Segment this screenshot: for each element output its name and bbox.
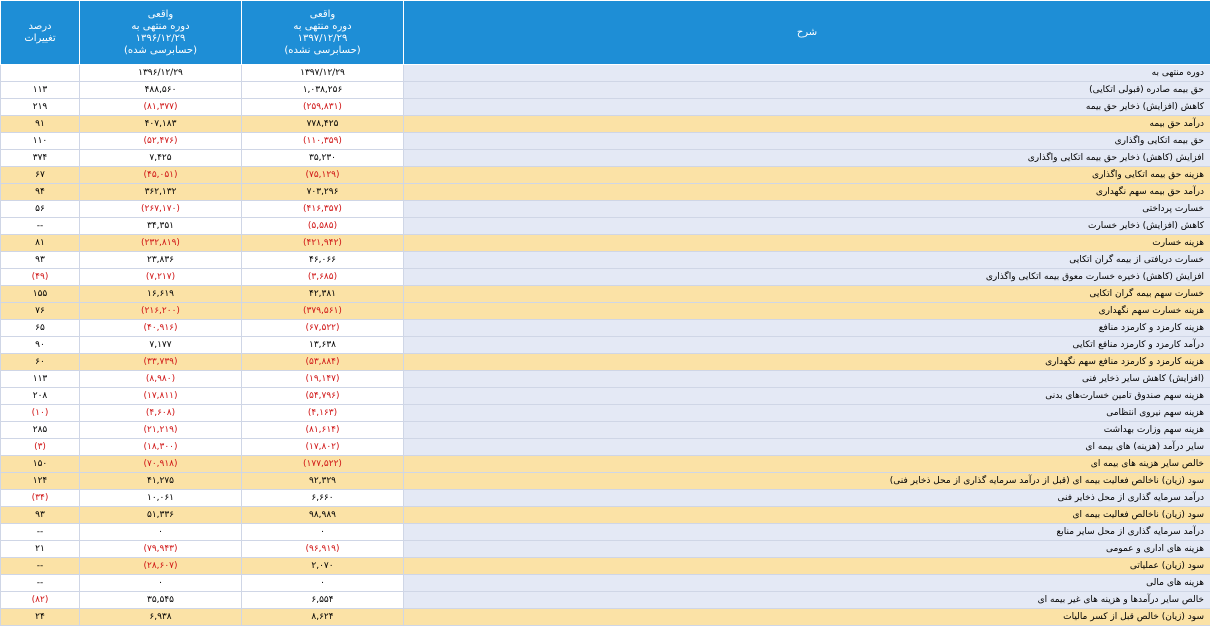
table-row: [1, 524, 1210, 541]
cell-value-1397: (۴,۱۶۳): [242, 405, 404, 422]
cell-value-1396: (۲۶۷,۱۷۰): [80, 201, 242, 218]
table-row: [1, 439, 1210, 456]
cell-description: کاهش (افزایش) ذخایر حق بیمه: [404, 99, 1210, 116]
cell-description: خسارت سهم بیمه گران اتکایی: [404, 286, 1210, 303]
cell-value-1397: (۴۱۶,۳۵۷): [242, 201, 404, 218]
cell-value-1397: ۹۲,۳۲۹: [242, 473, 404, 490]
cell-description: حق بیمه صادره (قبولی اتکایی): [404, 82, 1210, 99]
cell-value-1396: ۲۳,۸۳۶: [80, 252, 242, 269]
cell-description: هزینه سهم وزارت بهداشت: [404, 422, 1210, 439]
cell-value-1396: (۱۸,۳۰۰): [80, 439, 242, 456]
table-row: [1, 303, 1210, 320]
table-row: [1, 541, 1210, 558]
cell-percent-change: --: [1, 558, 80, 575]
cell-value-1397: (۳۷۹,۵۶۱): [242, 303, 404, 320]
cell-value-1397: (۸۱,۶۱۴): [242, 422, 404, 439]
cell-description: سود (زیان) ناخالص فعالیت بیمه ای: [404, 507, 1210, 524]
cell-value-1397: ۸,۶۲۴: [242, 609, 404, 626]
cell-value-1396: ۳۵,۵۴۵: [80, 592, 242, 609]
cell-percent-change: ۹۴: [1, 184, 80, 201]
cell-percent-change: ۶۰: [1, 354, 80, 371]
table-row: [1, 235, 1210, 252]
header-percent-change: درصد تغییرات: [1, 1, 80, 65]
cell-value-1397: ۷۰۳,۲۹۶: [242, 184, 404, 201]
header-period-1396: واقعی دوره منتهی به ۱۳۹۶/۱۲/۲۹ (حسابرسی شده): [80, 1, 242, 65]
cell-value-1396: (۸۱,۳۷۷): [80, 99, 242, 116]
cell-description: خسارت پرداختی: [404, 201, 1210, 218]
table-row: [1, 456, 1210, 473]
cell-value-1396: ۱۶,۶۱۹: [80, 286, 242, 303]
cell-description: هزینه سهم نیروی انتظامی: [404, 405, 1210, 422]
cell-value-1397: (۷۵,۱۲۹): [242, 167, 404, 184]
table-row: [1, 405, 1210, 422]
cell-value-1396: (۴,۶۰۸): [80, 405, 242, 422]
cell-value-1396: (۷۰,۹۱۸): [80, 456, 242, 473]
table-row: [1, 473, 1210, 490]
cell-percent-change: ۷۶: [1, 303, 80, 320]
cell-value-1397: ۰: [242, 524, 404, 541]
cell-description: سود (زیان) ناخالص فعالیت بیمه ای (قبل از درآمد سرمایه گذاری از محل ذخایر فنی): [404, 473, 1210, 490]
cell-value-1396: ۷,۴۲۵: [80, 150, 242, 167]
table-row: [1, 65, 1210, 82]
cell-description: خسارت دریافتی از بیمه گران اتکایی: [404, 252, 1210, 269]
cell-value-1396: ۳۴,۳۵۱: [80, 218, 242, 235]
cell-value-1397: (۴۲۱,۹۴۲): [242, 235, 404, 252]
table-row: [1, 320, 1210, 337]
cell-description: خالص سایر درآمدها و هزینه های غیر بیمه ای: [404, 592, 1210, 609]
cell-percent-change: ۵۶: [1, 201, 80, 218]
table-row: [1, 252, 1210, 269]
cell-value-1397: (۱۷,۸۰۲): [242, 439, 404, 456]
cell-value-1397: ۶,۵۵۴: [242, 592, 404, 609]
table-row: [1, 558, 1210, 575]
cell-description: هزینه خسارت: [404, 235, 1210, 252]
cell-value-1397: (۱۹,۱۴۷): [242, 371, 404, 388]
cell-description: هزینه های مالی: [404, 575, 1210, 592]
table-row: [1, 218, 1210, 235]
cell-value-1397: (۵۳,۸۸۴): [242, 354, 404, 371]
cell-value-1396: ۵۱,۳۳۶: [80, 507, 242, 524]
cell-value-1397: (۱۷۷,۵۲۲): [242, 456, 404, 473]
cell-percent-change: --: [1, 218, 80, 235]
cell-value-1397: ۴۲,۳۸۱: [242, 286, 404, 303]
cell-value-1397: (۵۴,۷۹۶): [242, 388, 404, 405]
cell-percent-change: ۱۵۵: [1, 286, 80, 303]
cell-description: سایر درآمد (هزینه) های بیمه ای: [404, 439, 1210, 456]
cell-value-1397: (۶۷,۵۲۲): [242, 320, 404, 337]
table-row: [1, 82, 1210, 99]
cell-percent-change: ۱۵۰: [1, 456, 80, 473]
cell-value-1396: (۲۱,۲۱۹): [80, 422, 242, 439]
cell-value-1396: ۴۸۸,۵۶۰: [80, 82, 242, 99]
cell-percent-change: ۱۱۰: [1, 133, 80, 150]
cell-percent-change: ۶۵: [1, 320, 80, 337]
cell-description: خالص سایر هزینه های بیمه ای: [404, 456, 1210, 473]
cell-value-1397: (۱۱۰,۳۵۹): [242, 133, 404, 150]
cell-value-1397: ۱۳۹۷/۱۲/۲۹: [242, 65, 404, 82]
cell-value-1396: (۴۰,۹۱۶): [80, 320, 242, 337]
cell-percent-change: ۲۸۵: [1, 422, 80, 439]
cell-value-1397: ۹۸,۹۸۹: [242, 507, 404, 524]
cell-percent-change: (۸۲): [1, 592, 80, 609]
cell-value-1396: ۱۰,۰۶۱: [80, 490, 242, 507]
cell-value-1397: ۳۵,۲۳۰: [242, 150, 404, 167]
cell-value-1396: (۱۷,۸۱۱): [80, 388, 242, 405]
table-row: [1, 201, 1210, 218]
cell-value-1396: (۷۹,۹۴۳): [80, 541, 242, 558]
cell-value-1396: ۴۱,۲۷۵: [80, 473, 242, 490]
cell-percent-change: ۳۷۴: [1, 150, 80, 167]
cell-value-1397: (۳,۶۸۵): [242, 269, 404, 286]
cell-percent-change: --: [1, 575, 80, 592]
cell-value-1397: ۷۷۸,۴۲۵: [242, 116, 404, 133]
cell-percent-change: ۱۱۳: [1, 371, 80, 388]
table-row: [1, 422, 1210, 439]
table-row: [1, 388, 1210, 405]
cell-percent-change: [1, 65, 80, 82]
cell-percent-change: (۳): [1, 439, 80, 456]
cell-percent-change: ۲۱۹: [1, 99, 80, 116]
cell-percent-change: ۹۳: [1, 252, 80, 269]
cell-description: سود (زیان) عملیاتی: [404, 558, 1210, 575]
header-period-1397: واقعی دوره منتهی به ۱۳۹۷/۱۲/۲۹ (حسابرسی نشده): [242, 1, 404, 65]
cell-description: افزایش (کاهش) ذخیره خسارت معوق بیمه اتکایی واگذاری: [404, 269, 1210, 286]
cell-percent-change: ۱۱۳: [1, 82, 80, 99]
cell-value-1396: (۳۳,۷۳۹): [80, 354, 242, 371]
table-row: [1, 592, 1210, 609]
cell-value-1396: ۶,۹۳۸: [80, 609, 242, 626]
cell-value-1396: (۵۲,۴۷۶): [80, 133, 242, 150]
cell-description: (افزایش) کاهش سایر ذخایر فنی: [404, 371, 1210, 388]
cell-description: هزینه حق بیمه اتکایی واگذاری: [404, 167, 1210, 184]
cell-value-1396: (۲۳۲,۸۱۹): [80, 235, 242, 252]
cell-percent-change: ۹۱: [1, 116, 80, 133]
cell-value-1396: ۱۳۹۶/۱۲/۲۹: [80, 65, 242, 82]
table-row: [1, 150, 1210, 167]
table-row: [1, 133, 1210, 150]
cell-value-1396: (۷,۲۱۷): [80, 269, 242, 286]
table-row: [1, 269, 1210, 286]
cell-description: حق بیمه اتکایی واگذاری: [404, 133, 1210, 150]
table-row: [1, 371, 1210, 388]
cell-description: افزایش (کاهش) ذخایر حق بیمه اتکایی واگذاری: [404, 150, 1210, 167]
cell-value-1397: ۶,۶۶۰: [242, 490, 404, 507]
cell-description: هزینه کارمزد و کارمزد منافع: [404, 320, 1210, 337]
cell-percent-change: (۱۰): [1, 405, 80, 422]
table-row: [1, 99, 1210, 116]
table-row: [1, 184, 1210, 201]
cell-percent-change: ۲۴: [1, 609, 80, 626]
table-body: [1, 65, 1210, 626]
cell-value-1396: ۰: [80, 524, 242, 541]
cell-value-1397: (۲۵۹,۸۳۱): [242, 99, 404, 116]
table-row: [1, 337, 1210, 354]
table-row: [1, 575, 1210, 592]
cell-description: هزینه کارمزد و کارمزد منافع سهم نگهداری: [404, 354, 1210, 371]
cell-value-1397: ۲,۰۷۰: [242, 558, 404, 575]
cell-description: درآمد حق بیمه: [404, 116, 1210, 133]
table-row: [1, 286, 1210, 303]
cell-description: سود (زیان) خالص قبل از کسر مالیات: [404, 609, 1210, 626]
cell-value-1397: (۹۶,۹۱۹): [242, 541, 404, 558]
cell-description: درآمد حق بیمه سهم نگهداری: [404, 184, 1210, 201]
header-description: شرح: [404, 1, 1210, 65]
table-row: [1, 354, 1210, 371]
cell-description: هزینه خسارت سهم نگهداری: [404, 303, 1210, 320]
cell-value-1396: ۷,۱۷۷: [80, 337, 242, 354]
table-row: [1, 490, 1210, 507]
cell-value-1396: (۴۵,۰۵۱): [80, 167, 242, 184]
cell-percent-change: (۴۹): [1, 269, 80, 286]
cell-value-1396: (۸,۹۸۰): [80, 371, 242, 388]
cell-value-1397: ۴۶,۰۶۶: [242, 252, 404, 269]
cell-description: هزینه های اداری و عمومی: [404, 541, 1210, 558]
table-row: [1, 167, 1210, 184]
cell-description: درآمد سرمایه گذاری از محل ذخایر فنی: [404, 490, 1210, 507]
cell-description: کاهش (افزایش) ذخایر خسارت: [404, 218, 1210, 235]
cell-percent-change: --: [1, 524, 80, 541]
cell-value-1396: (۲۸,۶۰۷): [80, 558, 242, 575]
cell-value-1397: ۱,۰۳۸,۲۵۶: [242, 82, 404, 99]
cell-value-1397: ۱۳,۶۳۸: [242, 337, 404, 354]
cell-percent-change: ۸۱: [1, 235, 80, 252]
cell-value-1396: ۳۶۲,۱۳۲: [80, 184, 242, 201]
cell-value-1396: (۲۱۶,۲۰۰): [80, 303, 242, 320]
cell-value-1397: (۵,۵۸۵): [242, 218, 404, 235]
cell-description: دوره منتهی به: [404, 65, 1210, 82]
table-row: [1, 609, 1210, 626]
cell-value-1397: ۰: [242, 575, 404, 592]
cell-percent-change: ۹۰: [1, 337, 80, 354]
cell-description: هزینه سهم صندوق تامین خسارت‌های بدنی: [404, 388, 1210, 405]
cell-percent-change: ۱۲۴: [1, 473, 80, 490]
table-row: [1, 116, 1210, 133]
table-row: [1, 507, 1210, 524]
cell-percent-change: ۶۷: [1, 167, 80, 184]
cell-percent-change: ۹۳: [1, 507, 80, 524]
table-header-row: [1, 1, 1210, 65]
cell-percent-change: ۲۰۸: [1, 388, 80, 405]
cell-percent-change: (۳۴): [1, 490, 80, 507]
cell-description: درآمد کارمزد و کارمزد منافع اتکایی: [404, 337, 1210, 354]
cell-description: درآمد سرمایه گذاری از محل سایر منابع: [404, 524, 1210, 541]
cell-percent-change: ۲۱: [1, 541, 80, 558]
cell-value-1396: ۴۰۷,۱۸۳: [80, 116, 242, 133]
cell-value-1396: ۰: [80, 575, 242, 592]
